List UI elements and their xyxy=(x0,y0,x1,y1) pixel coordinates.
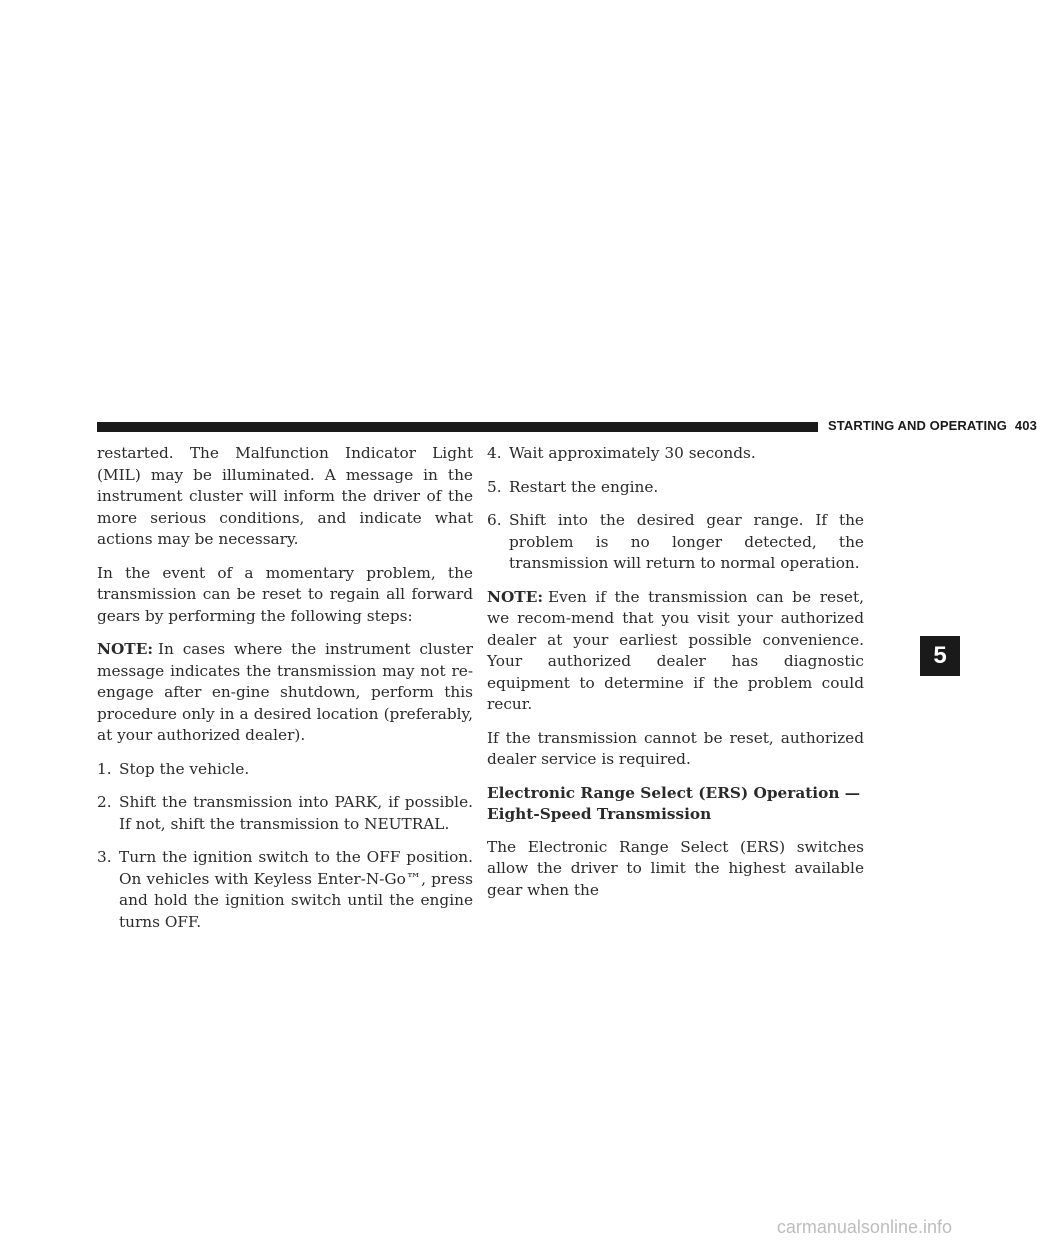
paragraph-reset-intro: In the event of a momentary problem, the transmission can be reset to regain all forward gears by performing the following steps: xyxy=(97,563,473,625)
step-number: 6. xyxy=(487,511,502,529)
right-column xyxy=(487,443,864,901)
note-label: NOTE: xyxy=(487,587,543,606)
left-column xyxy=(97,443,473,945)
step-6 xyxy=(487,510,864,575)
running-header xyxy=(828,418,1037,433)
note-label: NOTE: xyxy=(97,640,153,658)
note-text: In cases where the instrument cluster message indicates the transmission may not re-engage after en-gine shutdown, perform this procedure only in a desired location (preferably, at your authorized dealer). xyxy=(97,640,473,744)
step-text: Shift into the desired gear range. If the problem is no longer detected, the transmission will return to normal operation. xyxy=(509,511,864,572)
step-number: 4. xyxy=(487,444,502,462)
step-3 xyxy=(97,847,473,933)
page-number: 403 xyxy=(1014,418,1037,433)
step-number: 1. xyxy=(97,759,112,778)
note-dealer xyxy=(487,587,864,716)
section-title: STARTING AND OPERATING xyxy=(828,418,1007,433)
section-heading-ers xyxy=(487,783,864,826)
step-text: Shift the transmission into PARK, if possible. If not, shift the transmission to NEUTRAL. xyxy=(119,793,473,833)
watermark-url: carmanualsonline.info xyxy=(776,1217,952,1237)
step-number: 5. xyxy=(487,477,502,496)
note-shutdown xyxy=(97,639,473,747)
note-text: Even if the transmission can be reset, we recom-mend that you visit your authorized dealer at your earliest possible convenience. Your authorized dealer has diagnostic equipment to determine if the problem could recur. xyxy=(487,587,864,713)
step-text: Stop the vehicle. xyxy=(119,759,250,778)
step-text: Turn the ignition switch to the OFF position. On vehicles with Keyless Enter-N-Go™, press and hold the ignition switch until the engine turns OFF. xyxy=(119,848,473,931)
paragraph-mil: restarted. The Malfunction Indicator Light (MIL) may be illuminated. A message in the instrument cluster will inform the driver of the more serious conditions, and indicate what actions may be necessary. xyxy=(97,444,473,548)
step-text: Restart the engine. xyxy=(509,477,659,496)
step-2 xyxy=(97,792,473,835)
step-1 xyxy=(97,759,473,781)
chapter-tab: 5 xyxy=(920,636,960,676)
paragraph-ers: The Electronic Range Select (ERS) switches allow the driver to limit the highest available gear when the xyxy=(487,837,864,899)
header-rule xyxy=(97,422,818,432)
step-number: 2. xyxy=(97,793,112,811)
paragraph-cannot-reset: If the transmission cannot be reset, authorized dealer service is required. xyxy=(487,728,864,768)
heading-line: Eight-Speed Transmission xyxy=(487,805,712,823)
heading-line: Electronic Range Select (ERS) Operation — xyxy=(487,783,861,802)
step-5 xyxy=(487,477,864,499)
step-number: 3. xyxy=(97,848,112,866)
step-text: Wait approximately 30 seconds. xyxy=(509,444,756,462)
step-4 xyxy=(487,443,864,465)
